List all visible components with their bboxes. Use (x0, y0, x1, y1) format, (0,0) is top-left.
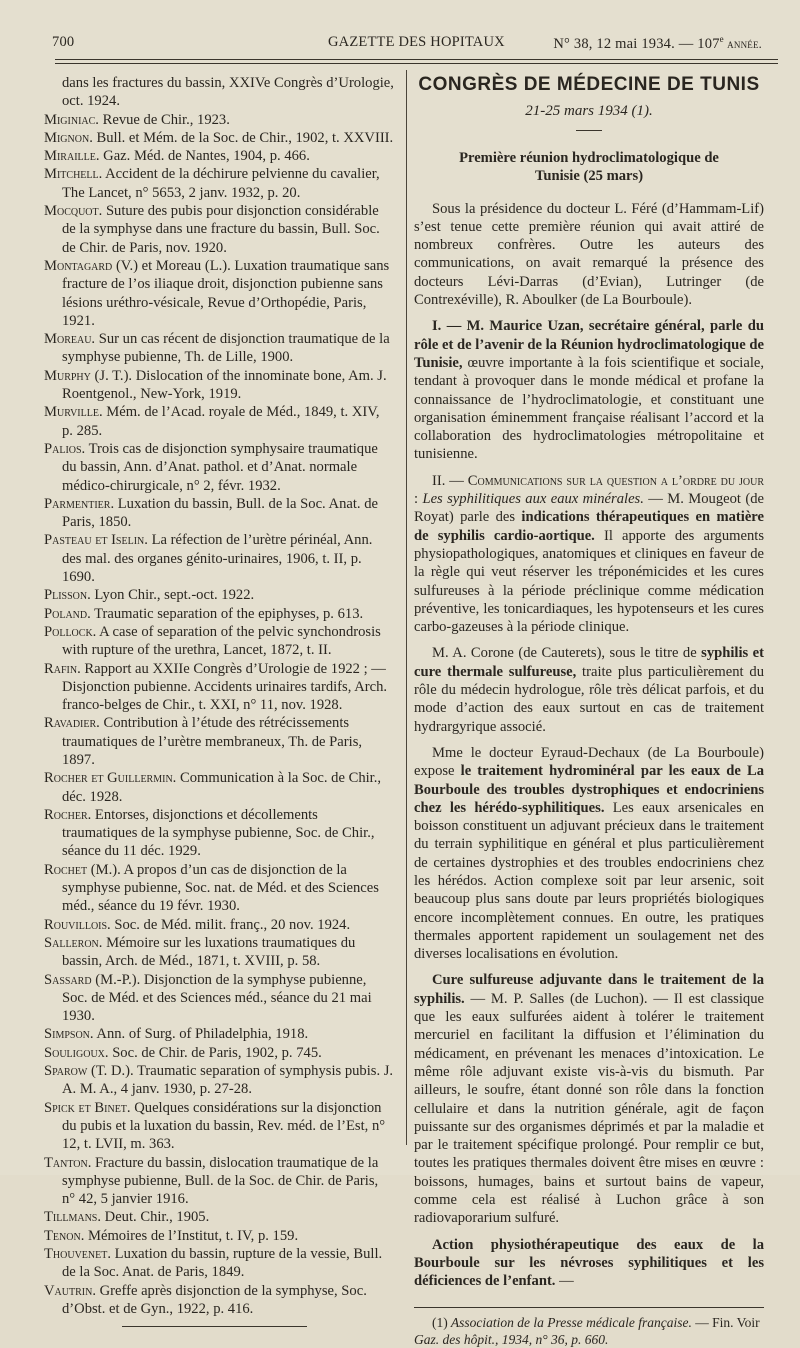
reference-author: Tillmans. (44, 1209, 102, 1226)
reference-text: Luxation du bassin, rupture de la vessie, Bull. de la Soc. Anat. de Paris, 1849. (62, 1246, 383, 1281)
paragraph-bourboule: Action physiothérapeutique des eaux de la Bourboule sur les névroses syphilitiques et les déficiences de l’enfant. — (414, 1236, 764, 1290)
reference-entry (44, 660, 394, 715)
reference-text: Entorses, disjonctions et décollements traumatiques de la symphyse pubienne, Soc. de Chir., séance du 11 déc. 1929. (62, 806, 375, 860)
running-header (50, 34, 780, 56)
reference-author: Pollock. (44, 623, 97, 640)
reference-entry (44, 74, 394, 111)
section-end-rule (122, 1326, 307, 1327)
reference-entry (44, 605, 394, 623)
reference-entry (44, 1025, 394, 1043)
reference-text: Ann. of Surg. of Philadelphia, 1918. (93, 1026, 309, 1043)
session-heading: Première réunion hydroclimatologique de Tunisie (25 mars) (459, 150, 719, 185)
congress-column (414, 74, 764, 1348)
reference-text: (T. D.). Traumatic separation of symphysis pubis. J. A. M. A., 4 janv. 1930, p. 27-28. (62, 1063, 394, 1098)
reference-author: Moreau. (44, 331, 96, 348)
paragraph-communications: II. — Communications sur la question a l’ordre du jour : Les syphilitiques aux eaux minérales. — M. Mougeot (de Royat) parle des indications thérapeutiques en matière de syphilis cardio-aortique. Il apporte des arguments physiopathologiques, anatomiques et cliniques en faveur de la règle qui veut réserver les tréponémicides et les cures sulfureuses à la période préclinique comme médication préventive, les tonicardiaques, les hypotenseurs et les cures carbo-gazeuses à la période clinique. (414, 472, 764, 636)
reference-text: (M.-P.). Disjonction de la symphyse pubienne, Soc. de Méd. et des Sciences méd., séance du 21 mai 1930. (62, 971, 372, 1025)
reference-entry (44, 165, 394, 202)
reference-entry (44, 440, 394, 495)
reference-text: Quelques considérations sur la disjonction du pubis et la luxation du bassin, Rev. méd. de l’Est, n° 12, t. LVII, m. 363. (62, 1099, 386, 1153)
reference-author: Miraille. (44, 148, 100, 165)
reference-text: Contribution à l’étude des rétrécissements traumatiques de l’urètre membraneux, Th. de Paris, 1897. (62, 715, 363, 768)
reference-author: Rocher et Guillermin. (44, 770, 177, 787)
reference-entry (44, 129, 394, 147)
reference-text: Deut. Chir., 1905. (101, 1209, 210, 1226)
reference-entry (44, 1227, 394, 1245)
reference-author: Sparow (44, 1063, 88, 1080)
reference-author: Murphy (44, 367, 91, 384)
reference-entry (44, 403, 394, 440)
reference-text: Communication à la Soc. de Chir., déc. 1928. (62, 770, 382, 805)
reference-text: Revue de Chir., 1923. (98, 111, 230, 128)
reference-author: Miginiac. (44, 111, 99, 128)
reference-author: Spick et Binet. (44, 1099, 131, 1116)
reference-author: Vautrin. (44, 1282, 96, 1299)
footnote-rule (414, 1307, 764, 1308)
reference-text: Fracture du bassin, dislocation traumatique de la symphyse pubienne, Bull. de la Soc. de Chir. de Paris, n° 42, 5 janvier 1916. (62, 1154, 379, 1208)
reference-text: Mémoire sur les luxations traumatiques du bassin, Arch. de Méd., 1871, t. XVIII, p. 58. (62, 934, 356, 970)
reference-entry (44, 861, 394, 916)
reference-text: (V.) et Moreau (L.). Luxation traumatique sans fracture de l’os iliaque droit, disjonction pubienne sans lésions uréthro-vésicale, Revue d’Orthopédie, Paris, 1921. (62, 257, 390, 329)
reference-author: Tanton. (44, 1154, 92, 1171)
reference-author: Ravadier. (44, 715, 100, 732)
reference-entry (44, 1044, 394, 1062)
footnote: (1) Association de la Presse médicale française. — Fin. Voir Gaz. des hôpit., 1934, n° 36, p. 660. (414, 1314, 760, 1347)
reference-author: Tenon. (44, 1227, 85, 1244)
title-rule (576, 130, 602, 131)
reference-text: Lyon Chir., sept.-oct. 1922. (90, 587, 255, 604)
reference-text: Rapport au XXIIe Congrès d’Urologie de 1922 ; — Disjonction pubienne. Accidents urinaires tardifs, Arch. franco-belges de Chir., t. XXI, n° 11, nov. 1928. (62, 660, 388, 714)
reference-entry (44, 1208, 394, 1226)
reference-entry (44, 147, 394, 165)
reference-author: Sassard (44, 971, 92, 988)
reference-entry (44, 111, 394, 129)
header-rule-thin (55, 63, 778, 64)
reference-text: A case of separation of the pelvic synchondrosis with rupture of the urethra, Lancet, 1872, t. II. (62, 623, 381, 659)
journal-title: GAZETTE DES HOPITAUX (328, 34, 505, 50)
reference-text: Trois cas de disjonction symphysaire traumatique du bassin, Ann. d’Anat. pathol. et d’Anat. normale médico-chirurgicale, n° 2, févr. 1932. (62, 440, 378, 494)
paragraph-corone: M. A. Corone (de Cauterets), sous le titre de syphilis et cure thermale sulfureuse, traite plus particulièrement du rôle du médecin hydrologue, rôle très délicat parfois, et du mode d’action des eaux surtout en cas de traitement hydrargyrique associé. (414, 645, 765, 735)
reference-entry (44, 806, 394, 861)
bibliography-column (44, 74, 394, 1327)
reference-author: Poland. (44, 605, 91, 622)
paragraph-uzan: I. — M. Maurice Uzan, secrétaire général, parle du rôle et de l’avenir de la Réunion hydroclimatologique de Tunisie, œuvre importante à la fois scientifique et sociale, tendant à provoquer dans le monde médical et profane la connaissance de l’hydroclimatologie, et constituant une organisation éminemment française réalisant l’accord et la collaboration des hydroclimatologies métropolitaine et tunisienne. (414, 318, 764, 463)
reference-text: Gaz. Méd. de Nantes, 1904, p. 466. (99, 148, 310, 165)
page-number: 700 (52, 34, 75, 50)
reference-author: Souligoux. (44, 1044, 109, 1061)
reference-entry (44, 916, 394, 934)
column-divider (406, 70, 407, 1145)
reference-entry (44, 257, 394, 330)
reference-text: Greffe après disjonction de la symphyse, Soc. d’Obst. et de Gyn., 1922, p. 416. (62, 1282, 367, 1317)
reference-text: Suture des pubis pour disjonction considérable de la symphyse dans une fracture du bassin, Bull. Soc. de Chir. de Paris, nov. 1920. (62, 203, 380, 256)
reference-entry (44, 1062, 394, 1099)
reference-author: Montagard (44, 257, 113, 274)
reference-text: Soc. de Méd. milit. franç., 20 nov. 1924. (110, 916, 351, 933)
reference-author: Parmentier. (44, 495, 115, 512)
paragraph-intro: Sous la présidence du docteur L. Féré (d’Hammam-Lif) s’est tenue cette première réunion qui avait attiré de nombreux confrères. Outre les auteurs des communications, on avait remarqué la présence des docteurs Lévi-Darras (d’Evian), Lutringer (de Contrexéville), R. Aboulker (de La Bourboule). (414, 200, 764, 309)
reference-entry (44, 1282, 394, 1319)
reference-entry (44, 495, 394, 532)
reference-entry (44, 934, 394, 971)
reference-author: Rouvillois. (44, 916, 111, 933)
reference-text: Soc. de Chir. de Paris, 1902, p. 745. (108, 1044, 322, 1061)
reference-entry (44, 367, 394, 404)
reference-author: Rochet (44, 861, 88, 878)
reference-entry (44, 1245, 394, 1282)
issue-line: N° 38, 12 mai 1934. — 107e année. (553, 34, 762, 52)
reference-entry (44, 1099, 394, 1154)
reference-text: La réfection de l’urètre périnéal, Ann. des mal. des organes génito-urinaires, 1906, t. II, p. 1690. (62, 532, 373, 586)
reference-entry (44, 531, 394, 586)
reference-text: Traumatic separation of the epiphyses, p. 613. (90, 605, 364, 622)
reference-entry (44, 714, 394, 769)
congress-title: CONGRÈS DE MÉDECINE DE TUNIS (418, 74, 760, 95)
reference-entry (44, 1154, 394, 1209)
reference-text: Luxation du bassin, Bull. de la Soc. Anat. de Paris, 1850. (62, 495, 378, 531)
reference-text: Sur un cas récent de disjonction traumatique de la symphyse pubienne, Th. de Lille, 1900. (62, 331, 390, 366)
reference-author: Mignon. (44, 129, 93, 146)
reference-entry (44, 769, 394, 806)
reference-author: Mocquot. (44, 203, 103, 220)
reference-entry (44, 330, 394, 367)
header-rule (55, 59, 778, 60)
reference-text: Accident de la déchirure pelvienne du cavalier, The Lancet, n° 5653, 2 janv. 1932, p. 20. (62, 166, 380, 201)
reference-entry (44, 623, 394, 660)
reference-entry (44, 202, 394, 257)
paragraph-salles: Cure sulfureuse adjuvante dans le traitement de la syphilis. — M. P. Salles (de Luchon). — Il est classique que les eaux sulfurées aident à tolérer le traitement mercuriel en facilitant la diffusion et l’élimination du médicament, en prévenant les menaces d’intoxication. Le même rôle adjuvant existe vis-à-vis du bismuth. Par ailleurs, le soufre, étant donné son rôle dans la fonction cellulaire et dans la nutrition générale, agit de façon puissante sur des organismes déprimés et par la maladie et par le traitement spécifique prolongé. Pour remplir ce but, toutes les pratiques thermales doivent être mises en œuvre : boissons, humages, bains et surtout bains de vapeur, comme cela est réalisé à Luchon grâce à son radiovaporarium sulfuré. (414, 972, 764, 1227)
reference-author: Plisson. (44, 587, 91, 604)
reference-text: (M.). A propos d’un cas de disjonction de la symphyse pubienne, Soc. nat. de Méd. et des Sciences méd., séance du 19 févr. 1930. (62, 861, 379, 915)
reference-entry (44, 586, 394, 604)
reference-author: Thouvenet. (44, 1246, 111, 1262)
reference-author: Salleron. (44, 934, 103, 951)
reference-author: Rafin. (44, 660, 81, 677)
reference-author: Palios. (44, 440, 86, 457)
reference-text: Mém. de l’Acad. royale de Méd., 1849, t. XIV, p. 285. (62, 404, 380, 439)
reference-author: Mitchell. (44, 166, 103, 183)
reference-author: Murville. (44, 404, 103, 421)
reference-author: Simpson. (44, 1026, 94, 1043)
reference-text: Mémoires de l’Institut, t. IV, p. 159. (84, 1227, 299, 1244)
reference-author: Pasteau et Iselin. (44, 532, 148, 549)
paragraph-eyraud: Mme le docteur Eyraud-Dechaux (de La Bourboule) expose le traitement hydrominéral par les eaux de La Bourboule des troubles dystrophiques et endocriniens chez les hérédo-syphilitiques. Les eaux arsenicales en boisson constituent un adjuvant précieux dans le traitement du terrain syphilitique en général et plus particulièrement de certaines dystrophies et des troubles endocriniens chez les hérédos. Action complexe soit par leur arsenic, soit beaucoup plus sans doute par leurs propriétés biologiques encore incomplètement connues. En outre, les pratiques thermales apportent rapidement un soulagement net des diverses localisations en évolution. (414, 744, 764, 963)
reference-text: dans les fractures du bassin, XXIVe Congrès d’Urologie, oct. 1924. (62, 75, 394, 110)
reference-text: Bull. et Mém. de la Soc. de Chir., 1902, t. XXVIII. (92, 129, 394, 146)
congress-dates: 21-25 mars 1934 (1). (525, 103, 653, 119)
reference-entry (44, 971, 394, 1026)
reference-author: Rocher. (44, 806, 92, 823)
reference-text: (J. T.). Dislocation of the innominate bone, Am. J. Roentgenol., New-York, 1919. (62, 367, 387, 403)
